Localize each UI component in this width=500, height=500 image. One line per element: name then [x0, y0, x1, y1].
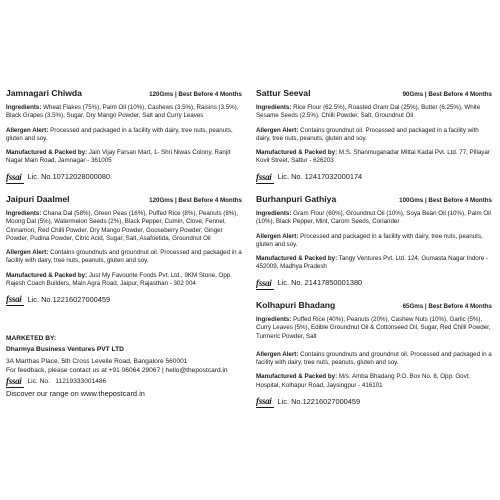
license-row: [6, 172, 242, 182]
allergen-value: Processed and packaged in a facility with dairy, tree nuts, peanuts, gluten and soy.: [6, 126, 233, 142]
product-jaipuri-daalmel: [6, 194, 242, 326]
product-header: [6, 194, 242, 204]
product-weight-shelf-life: 100Gms | Best Before 4 Months: [399, 197, 492, 204]
product-sattur-seeval: [256, 88, 492, 188]
license-row: [6, 377, 242, 386]
manufacturer-label: Manufactured & Packed by:: [6, 271, 88, 279]
ingredients-text: [256, 104, 492, 121]
manufacturer-label: Manufactured & Packed by:: [256, 373, 338, 381]
license-number: Lic. No. 21417850001380: [277, 278, 363, 288]
marketer-address: 3A Marthas Place, 5th Cross Levelle Road, Bangalore 560001: [6, 358, 188, 365]
ingredients-label: Ingredients:: [256, 104, 292, 111]
license-number: Lic. No.10712028000080: [27, 172, 111, 182]
fssai-logo: fssai: [256, 396, 272, 407]
manufacturer-value: M.S. Shanmuganadar Mittai Kadai Pvt. Ltd. 77, Pillayar Kovil Street, Sattur - 626203: [256, 149, 490, 165]
product-burhanpuri-gathiya: [256, 194, 492, 294]
ingredients-text: [6, 104, 242, 121]
ingredients-value: Wheat Flakes (75%), Palm Oil (10%), Cashews (3.5%), Raisins (3.5%), Black Grapes (3.5%), Sugar, Dry Mango Powder, Salt and Curry Leaves: [6, 104, 239, 120]
product-name: Kolhapuri Bhadang: [256, 300, 336, 310]
ingredients-text: [256, 210, 492, 227]
product-name: Sattur Seeval: [256, 88, 311, 98]
license-number: Lic. No.12216027000459: [27, 294, 111, 304]
ingredients-text: [6, 210, 242, 243]
license-row: [256, 278, 492, 288]
feedback-contact: For feedback, please contact us at +91 06064 29067 | hello@thepostcard.in: [6, 367, 228, 374]
ingredients-label: Ingredients:: [6, 104, 42, 111]
marketed-by-label: MARKETED BY:: [6, 335, 57, 342]
manufacturer-value: Jain Vijay Farsan Mart, 1- Shri Niwas Colony, Ranjit Nagar Main Road, Jamnagar - 361005: [6, 149, 231, 165]
fssai-logo: fssai: [6, 294, 22, 305]
license-number: Lic. No. 12417032000174: [277, 172, 363, 182]
product-header: [256, 300, 492, 310]
allergen-value: Contains groundnuts and groundnut oil. Processed and packaged in a facility with dairy, tree nuts, peanuts, gluten and soy.: [256, 350, 492, 367]
allergen-text: [256, 127, 492, 144]
license-row: [256, 172, 492, 182]
product-weight-shelf-life: 90Gms | Best Before 4 Months: [402, 91, 492, 98]
allergen-value: Processed and packaged in a facility with dairy, tree nuts, peanuts, gluten and soy.: [256, 232, 483, 248]
product-name: Burhanpuri Gathiya: [256, 194, 337, 204]
manufacturer-label: Manufactured & Packed by:: [256, 255, 338, 263]
product-weight-shelf-life: 120Gms | Best Before 4 Months: [149, 91, 242, 98]
product-name: Jamnagari Chiwda: [6, 88, 82, 98]
ingredients-value: Chana Dal (58%), Green Peas (16%), Puffed Rice (8%), Peanuts (8%), Moong Dal (5%), Watermelon Seeds (2%), Black Pepper, Cumin, Clove, Fennel, Cinnamon, Red Chilli Powder, Dry Mango Powder, Gooseberry Powder, Ginger Powder, Pudina Powder, Citric Acid, Sugar, Salt, Asafoetida, Groundnut Oil: [6, 210, 239, 242]
manufacturer-text: [256, 149, 492, 166]
manufacturer-text: [256, 255, 492, 272]
fssai-logo: fssai: [6, 171, 22, 182]
allergen-label: Allergen Alert:: [256, 350, 299, 358]
left-column: [6, 88, 242, 398]
product-name: Jaipuri Daalmel: [6, 194, 70, 204]
manufacturer-label: Manufactured & Packed by:: [256, 149, 338, 157]
manufacturer-value: M/s. Amba Bhadang P.O. Box No. 8, Opp. Govt. Hospital, Kolhapur Road, Jaysingpur - 416101: [256, 373, 471, 389]
ingredients-label: Ingredients:: [256, 316, 292, 323]
ingredients-label: Ingredients:: [256, 210, 292, 217]
manufacturer-value: Tangy Ventures Pvt. Ltd. 124, Gumasta Nagar Indore - 452009, Madhya Pradesh: [256, 255, 489, 271]
product-header: [256, 88, 492, 98]
ingredients-label: Ingredients:: [6, 210, 42, 217]
allergen-text: [6, 249, 242, 266]
fssai-logo: fssai: [256, 171, 272, 182]
license-number: Lic. No. 11219333001486: [27, 378, 107, 385]
allergen-text: [256, 233, 492, 250]
ingredients-value: Puffed Rice (40%), Peanuts (20%), Cashew Nuts (10%), Garlic (5%), Curry Leaves (5%), Edible Groundnut Oil & Cottonseed Oil, Sugar, Red Chilli Powder, Turmeric Powder, Salt: [256, 316, 491, 340]
allergen-label: Allergen Alert:: [256, 232, 299, 240]
product-weight-shelf-life: 120Gms | Best Before 4 Months: [149, 197, 242, 204]
manufacturer-text: [6, 149, 242, 166]
right-column: [256, 88, 492, 406]
product-header: [256, 194, 492, 204]
allergen-label: Allergen Alert:: [256, 126, 299, 134]
marketer-company: Dharmya Business Ventures PVT LTD: [6, 346, 124, 353]
allergen-label: Allergen Alert:: [6, 126, 49, 134]
product-header: [6, 88, 242, 98]
product-jamnagari-chiwda: [6, 88, 242, 188]
allergen-label: Allergen Alert:: [6, 249, 49, 257]
allergen-value: Contains groundnut oil. Processed and packaged in a facility with dairy, tree nuts, peanuts, gluten and soy.: [256, 126, 479, 142]
manufacturer-label: Manufactured & Packed by:: [6, 149, 88, 157]
product-kolhapuri-bhadang: [256, 300, 492, 406]
manufacturer-text: [6, 272, 242, 289]
ingredients-value: Rice Flour (62.5%), Roasted Gram Dal (25%), Butter (6.25%), White Sesame Seeds (2.5%), Chilli Powder, Salt, Groundnut Oil: [256, 104, 481, 120]
fssai-logo: fssai: [256, 277, 272, 288]
marketed-by-section: [6, 334, 242, 398]
fssai-logo: fssai: [6, 376, 22, 386]
license-row: [256, 396, 492, 406]
allergen-text: [6, 127, 242, 144]
manufacturer-value: Just My Favourite Foods Pvt. Ltd., 9KM Stone, Opp. Rajesh Coach Builders, Main Agra Road, Jaipur, Rajasthan - 302 004: [6, 271, 232, 288]
allergen-value: Contains groundnuts and groundnut oil. Processed and packaged in a facility with dairy, tree nuts, peanuts, gluten and soy.: [6, 249, 242, 265]
product-weight-shelf-life: 65Gms | Best Before 4 Months: [402, 303, 492, 310]
license-number: Lic. No.12216027000459: [277, 396, 361, 406]
discover-range-text: Discover our range on www.thepostcard.in: [6, 389, 145, 398]
ingredients-value: Gram Flour (60%), Groundnut Oil (10%), Soya Bean Oil (10%), Palm Oil (10%), Black Pepper, Mint, Carom Seeds, Coriander: [256, 210, 491, 226]
manufacturer-text: [256, 373, 492, 390]
license-row: [6, 294, 242, 304]
ingredients-text: [256, 316, 492, 341]
allergen-text: [256, 351, 492, 368]
